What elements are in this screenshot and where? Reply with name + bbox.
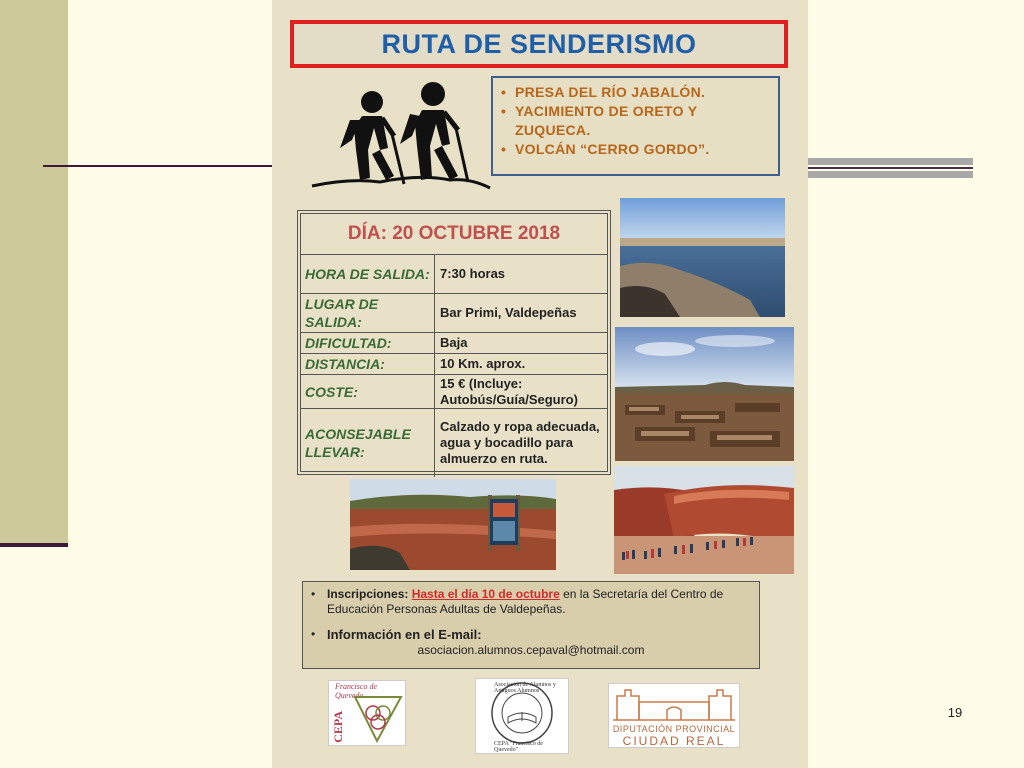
slide-rule-right-center	[808, 167, 973, 169]
detail-value: 7:30 horas	[440, 266, 506, 281]
detail-value: Bar Primi, Valdepeñas	[440, 305, 577, 320]
detail-value: Calzado y ropa adecuada, agua y bocadillo para almuerzo en ruta.	[440, 419, 600, 466]
place-item: • PRESA DEL RÍO JABALÓN.	[501, 84, 706, 100]
email-item	[311, 627, 751, 642]
route-details-table	[297, 210, 611, 475]
detail-value: 15 € (Incluye: Autobús/Guía/Seguro)	[440, 375, 578, 407]
poster-title-box	[290, 20, 788, 68]
table-row	[301, 333, 607, 354]
cepa-logo: Francisco de Quevedo CEPA	[328, 680, 406, 746]
poster-title: RUTA DE SENDERISMO	[381, 28, 697, 59]
email-label: Información en el E-mail:	[327, 627, 482, 642]
reservoir-photo	[620, 198, 785, 317]
slide-side-bar-edge	[0, 543, 68, 547]
table-row	[301, 255, 607, 294]
table-row	[301, 409, 607, 477]
detail-label: HORA DE SALIDA:	[301, 255, 435, 293]
diputacion-logo: DIPUTACIÓN PROVINCIAL CIUDAD REAL	[608, 683, 740, 748]
place-item: • VOLCÁN “CERRO GORDO”.	[501, 141, 710, 157]
bullet-icon: •	[311, 627, 316, 641]
volcano-sign-photo	[350, 479, 556, 570]
slide-rule-left	[43, 165, 273, 167]
table-row	[301, 294, 607, 333]
bullet-icon: •	[311, 587, 316, 601]
slide-side-bar	[0, 0, 68, 546]
crater-photo	[614, 466, 794, 574]
castle-icon	[609, 684, 739, 724]
hiking-poster	[272, 0, 808, 768]
route-date: DÍA: 20 OCTUBRE 2018	[347, 223, 561, 244]
detail-value: Baja	[440, 335, 468, 350]
table-row	[301, 375, 607, 409]
registration-item	[311, 587, 751, 617]
contact-email: asociacion.alumnos.cepaval@hotmail.com	[417, 643, 645, 657]
detail-label: COSTE:	[301, 375, 435, 408]
detail-label: ACONSEJABLE LLEVAR:	[301, 409, 435, 477]
detail-label: DISTANCIA:	[301, 354, 435, 374]
detail-value: 10 Km. aprox.	[440, 356, 526, 371]
table-row	[301, 354, 607, 375]
places-list	[491, 76, 780, 176]
registration-info	[302, 581, 760, 669]
detail-label: LUGAR DE SALIDA:	[301, 294, 435, 332]
registration-label: Inscripciones:	[327, 587, 409, 601]
hikers-icon	[310, 78, 492, 204]
detail-label: DIFICULTAD:	[301, 333, 435, 353]
ruins-photo	[615, 327, 794, 461]
slide-rule-right	[808, 158, 973, 165]
place-item: • YACIMIENTO DE ORETO Y ZUQUECA.	[501, 103, 698, 138]
registration-deadline: Hasta el día 10 de octubre	[411, 587, 560, 601]
page-number: 19	[947, 705, 963, 720]
registration-text: en la Secretaría del Centro de Educación Personas Adultas de Valdepeñas.	[327, 587, 724, 616]
bullet-icon: •	[501, 141, 507, 157]
date-row	[301, 214, 607, 255]
slide-rule-right	[808, 171, 973, 178]
bullet-icon: •	[501, 84, 507, 100]
bullet-icon: •	[501, 103, 507, 119]
association-logo: Asociación de Alumnos y Antiguos Alumnos CEPA "Francisco de Quevedo"	[475, 678, 569, 754]
